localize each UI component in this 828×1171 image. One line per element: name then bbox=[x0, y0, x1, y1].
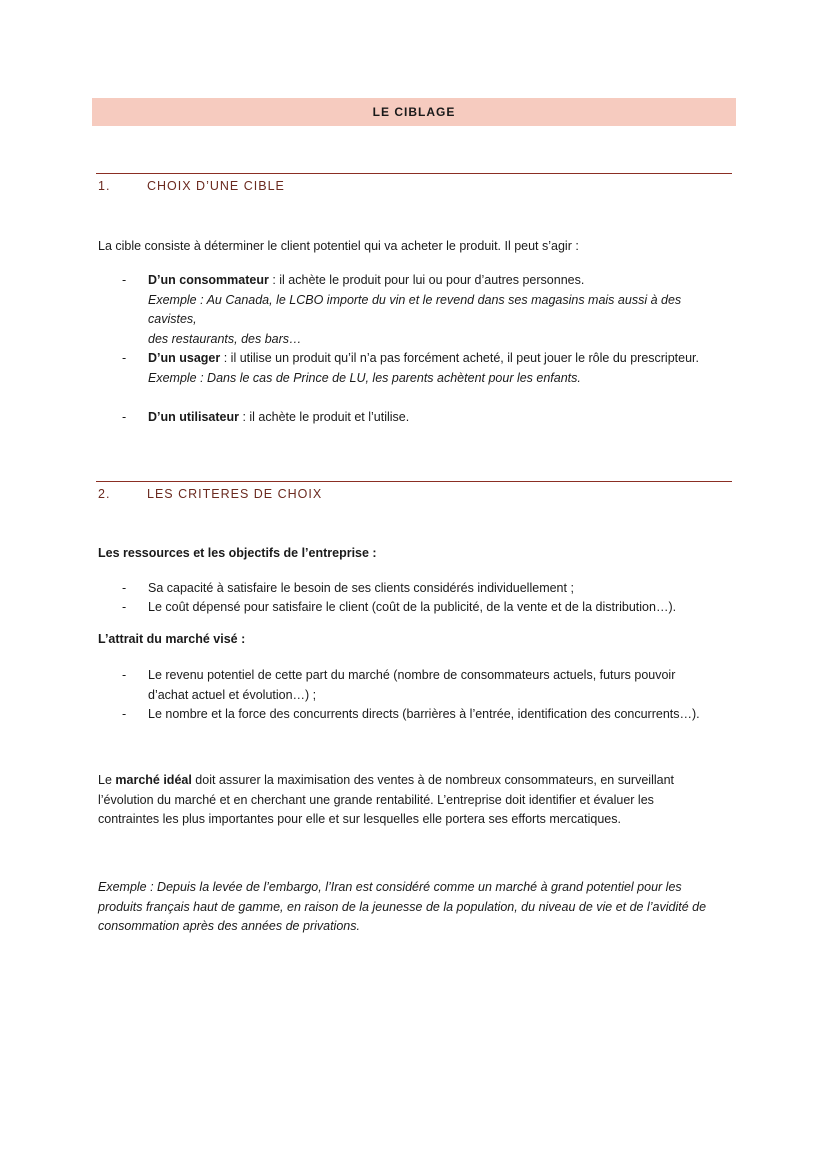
intro-paragraph: La cible consiste à déterminer le client potentiel qui va acheter le produit. Il peut s’agir : bbox=[98, 239, 579, 253]
list-item bbox=[122, 408, 732, 428]
example-text: Exemple : Dans le cas de Prince de LU, les parents achètent pour les enfants. bbox=[148, 370, 581, 385]
section-title: CHOIX D’UNE CIBLE bbox=[147, 179, 285, 193]
page-title: LE CIBLAGE bbox=[92, 98, 736, 126]
section-number: 1. bbox=[98, 179, 111, 193]
term-description: : il achète le produit et l’utilise. bbox=[238, 410, 410, 424]
bullet-dash: - bbox=[122, 410, 127, 424]
list-item bbox=[122, 705, 732, 725]
example-text: Exemple : Au Canada, le LCBO importe du vin et le revend dans ses magasins mais aussi à des cavistes, bbox=[148, 292, 682, 326]
term-label: D’un consommateur bbox=[148, 273, 269, 287]
section-heading-1 bbox=[98, 179, 285, 193]
list-item-text: Le nombre et la force des concurrents directs (barrières à l’entrée, identification des concurrents…). bbox=[148, 707, 700, 721]
ideal-prefix: Le bbox=[98, 773, 116, 787]
bullet-dash: - bbox=[122, 668, 127, 682]
ideal-text: l’évolution du marché et en cherchant une grande rentabilité. L’entreprise doit identifier et évaluer les bbox=[98, 792, 654, 807]
bullet-dash: - bbox=[122, 351, 127, 365]
term-description: : il utilise un produit qu’il n’a pas forcément acheté, il peut jouer le rôle du prescripteur. bbox=[220, 351, 699, 365]
subheading-resources: Les ressources et les objectifs de l’entreprise : bbox=[98, 546, 377, 560]
term-label: D’un utilisateur bbox=[148, 410, 239, 424]
bullet-dash: - bbox=[122, 707, 127, 721]
example-text: consommation après des années de privations. bbox=[98, 919, 360, 933]
section-divider bbox=[96, 173, 732, 174]
list-item bbox=[122, 666, 732, 706]
example-text: produits français haut de gamme, en raison de la jeunesse de la population, du niveau de vie et de l’avidité de bbox=[98, 899, 707, 914]
list-item bbox=[122, 349, 732, 389]
example-paragraph bbox=[98, 878, 728, 937]
list-item-text: Sa capacité à satisfaire le besoin de ses clients considérés individuellement ; bbox=[148, 581, 574, 595]
bullet-dash: - bbox=[122, 581, 127, 595]
term-label: D’un usager bbox=[148, 351, 221, 365]
list-item bbox=[122, 598, 732, 618]
bullet-dash: - bbox=[122, 600, 127, 614]
subheading-market: L’attrait du marché visé : bbox=[98, 632, 246, 646]
list-item-text: d’achat actuel et évolution…) ; bbox=[148, 687, 317, 702]
ideal-market-paragraph bbox=[98, 771, 728, 830]
ideal-term: marché idéal bbox=[115, 773, 192, 787]
list-item bbox=[122, 271, 732, 346]
ideal-text: doit assurer la maximisation des ventes à de nombreux consommateurs, en surveillant bbox=[191, 773, 674, 787]
bullet-dash: - bbox=[122, 273, 127, 287]
term-description: : il achète le produit pour lui ou pour d’autres personnes. bbox=[268, 273, 585, 287]
list-item-text: Le revenu potentiel de cette part du marché (nombre de consommateurs actuels, futurs pouvoir bbox=[148, 668, 676, 682]
example-text: des restaurants, des bars… bbox=[148, 331, 302, 346]
section-title: LES CRITERES DE CHOIX bbox=[147, 487, 323, 501]
example-text: Exemple : Depuis la levée de l’embargo, l’Iran est considéré comme un marché à grand potentiel pour les bbox=[98, 880, 682, 894]
section-divider bbox=[96, 481, 732, 482]
list-item bbox=[122, 579, 732, 599]
section-heading-2 bbox=[98, 487, 322, 501]
ideal-text: contraintes les plus importantes pour elle et sur lesquelles elle portera ses efforts mercatiques. bbox=[98, 812, 621, 826]
section-number: 2. bbox=[98, 487, 111, 501]
list-item-text: Le coût dépensé pour satisfaire le client (coût de la publicité, de la vente et de la distribution…). bbox=[148, 600, 677, 614]
